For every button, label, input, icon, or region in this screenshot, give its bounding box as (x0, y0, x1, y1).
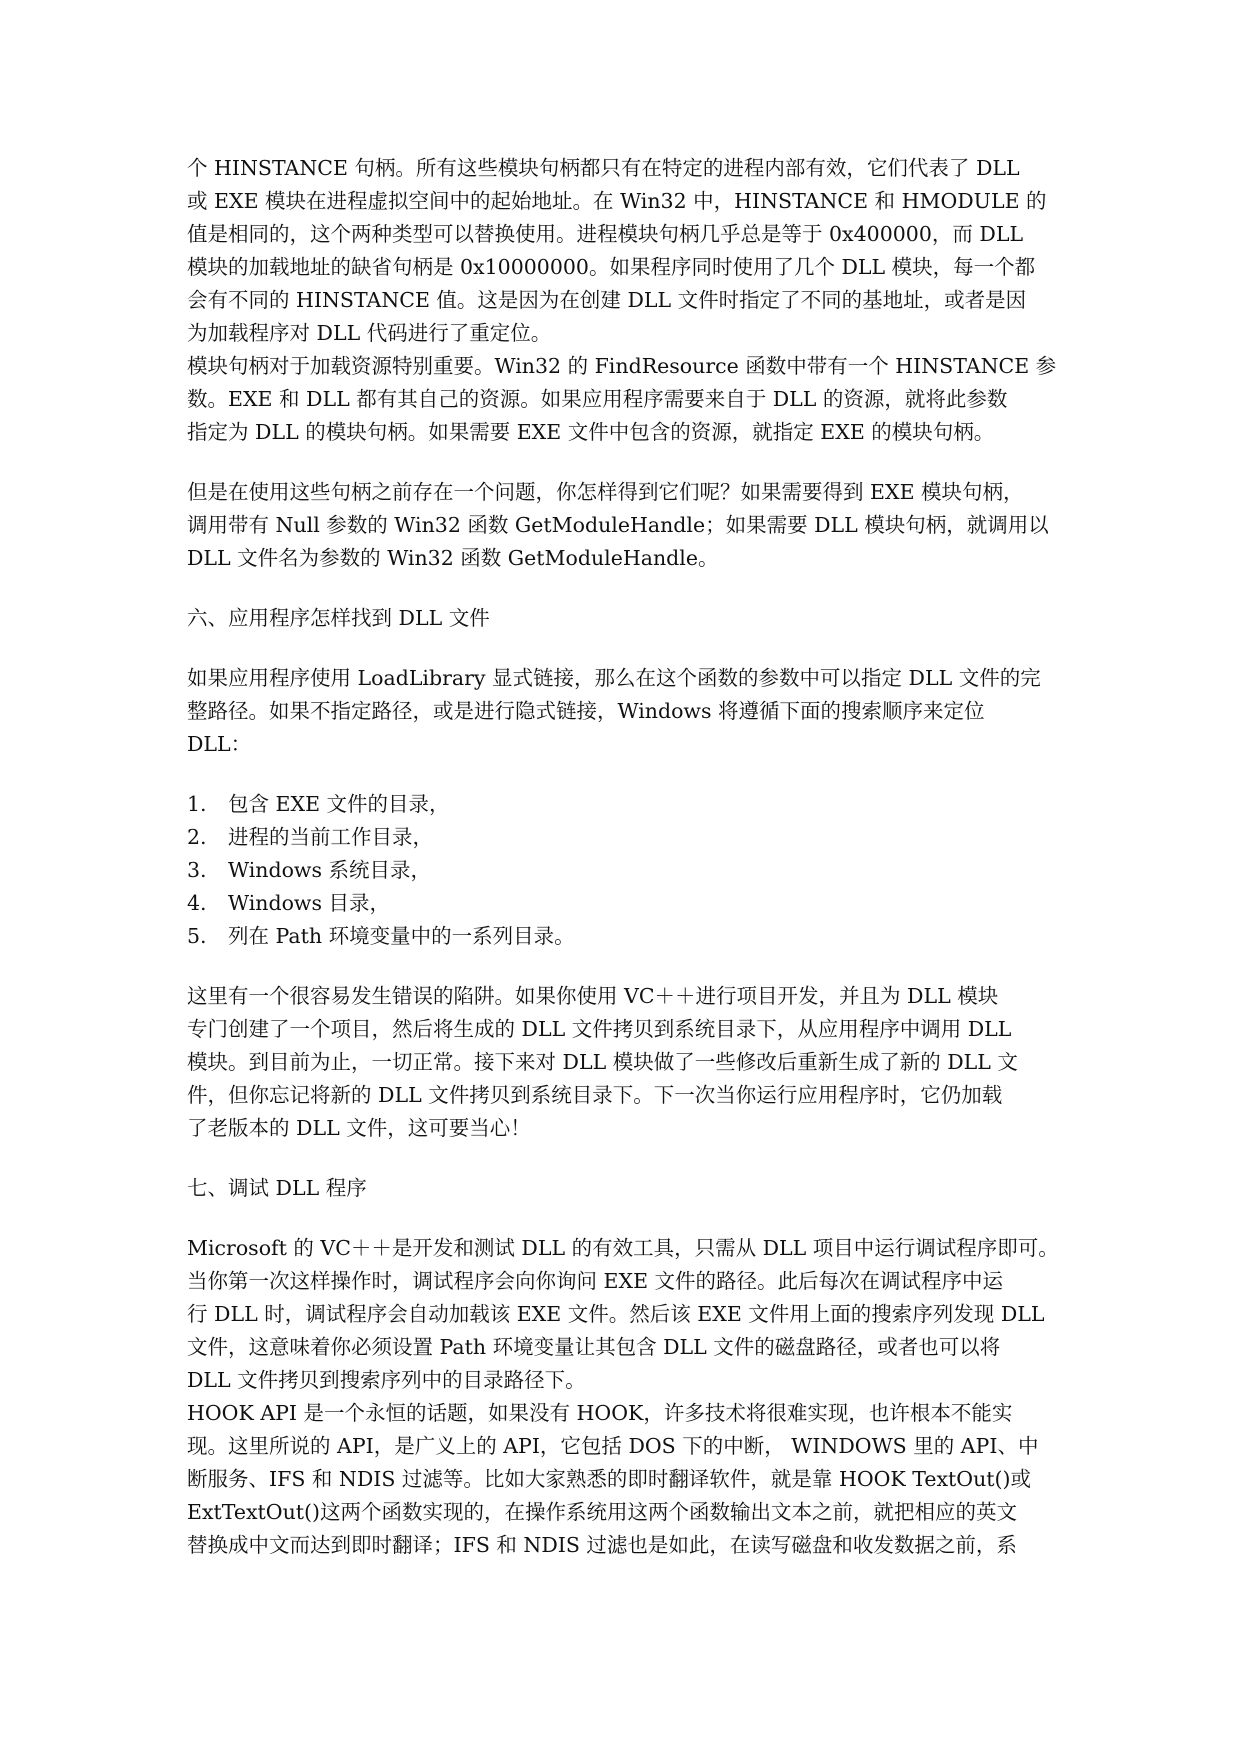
text-line: 模块。到目前为止，一切正常。接下来对 DLL 模块做了一些修改后重新生成了新的 DLL 文 (187, 1050, 1018, 1074)
text-line: 模块的加载地址的缺省句柄是 0x10000000。如果程序同时使用了几个 DLL 模块，每一个都 (187, 255, 1036, 279)
text-line: Microsoft 的 VC＋＋是开发和测试 DLL 的有效工具，只需从 DLL 项目中运行调试程序即可。 (187, 1236, 1059, 1260)
section-heading-7: 七、调试 DLL 程序 (187, 1176, 367, 1200)
section-heading-6: 六、应用程序怎样找到 DLL 文件 (187, 606, 490, 630)
list-number: 3. (187, 858, 207, 882)
paragraph-gap (187, 1145, 1055, 1172)
list-text: 进程的当前工作目录， (228, 825, 433, 849)
text-line: 替换成中文而达到即时翻译；IFS 和 NDIS 过滤也是如此，在读写磁盘和收发数据之前，系 (187, 1533, 1017, 1557)
paragraph-gap (187, 953, 1055, 980)
text-line: 但是在使用这些句柄之前存在一个问题，你怎样得到它们呢？如果需要得到 EXE 模块句柄， (187, 480, 1024, 504)
text-line: 行 DLL 时，调试程序会自动加载该 EXE 文件。然后该 EXE 文件用上面的搜索序列发现 DLL (187, 1302, 1045, 1326)
text-line: 为加载程序对 DLL 代码进行了重定位。 (187, 321, 552, 345)
paragraph-hook-api (187, 1397, 1055, 1562)
text-line: 调用带有 Null 参数的 Win32 函数 GetModuleHandle；如果需要 DLL 模块句柄，就调用以 (187, 513, 1049, 537)
paragraph-gap (187, 761, 1055, 788)
list-number: 4. (187, 891, 207, 915)
paragraph-gap (187, 575, 1055, 602)
list-item (187, 887, 1055, 920)
text-line: 或 EXE 模块在进程虚拟空间中的起始地址。在 Win32 中，HINSTANCE 和 HMODULE 的 (187, 189, 1047, 213)
paragraph-gap (187, 635, 1055, 662)
list-text: Windows 系统目录， (228, 858, 432, 882)
text-line: DLL： (187, 732, 252, 756)
text-line: 这里有一个很容易发生错误的陷阱。如果你使用 VC＋＋进行项目开发，并且为 DLL 模块 (187, 984, 999, 1008)
list-item (187, 821, 1055, 854)
list-item (187, 788, 1055, 821)
text-line: DLL 文件名为参数的 Win32 函数 GetModuleHandle。 (187, 546, 719, 570)
document-page (187, 152, 1059, 1562)
list-item (187, 920, 1055, 953)
list-text: Windows 目录， (228, 891, 391, 915)
list-text: 包含 EXE 文件的目录， (228, 792, 450, 816)
text-line: 现。这里所说的 API，是广义上的 API，它包括 DOS 下的中断， WINDOWS 里的 API、中 (187, 1434, 1039, 1458)
text-line: 会有不同的 HINSTANCE 值。这是因为在创建 DLL 文件时指定了不同的基地址，或者是因 (187, 288, 1027, 312)
text-line: 专门创建了一个项目，然后将生成的 DLL 文件拷贝到系统目录下，从应用程序中调用 DLL (187, 1017, 1012, 1041)
paragraph-gap (187, 449, 1055, 476)
text-line: 数。EXE 和 DLL 都有其自己的资源。如果应用程序需要来自于 DLL 的资源，就将此参数 (187, 387, 1008, 411)
search-order-list (187, 788, 1055, 953)
list-number: 2. (187, 825, 207, 849)
text-line: ExtTextOut()这两个函数实现的，在操作系统用这两个函数输出文本之前，就把相应的英文 (187, 1500, 1018, 1524)
paragraph-hinstance (187, 152, 1055, 350)
list-item (187, 854, 1055, 887)
text-line: DLL 文件拷贝到搜索序列中的目录路径下。 (187, 1368, 586, 1392)
text-line: HOOK API 是一个永恒的话题，如果没有 HOOK，许多技术将很难实现，也许根本不能实 (187, 1401, 1013, 1425)
text-line: 当你第一次这样操作时，调试程序会向你询问 EXE 文件的路径。此后每次在调试程序中运 (187, 1269, 1004, 1293)
text-line: 件，但你忘记将新的 DLL 文件拷贝到系统目录下。下一次当你运行应用程序时，它仍加载 (187, 1083, 1003, 1107)
paragraph-module-handle (187, 350, 1055, 449)
paragraph-gap (187, 1205, 1055, 1232)
text-line: 模块句柄对于加载资源特别重要。Win32 的 FindResource 函数中带有一个 HINSTANCE 参 (187, 354, 1057, 378)
paragraph-pitfall (187, 980, 1055, 1145)
text-line: 个 HINSTANCE 句柄。所有这些模块句柄都只有在特定的进程内部有效，它们代表了 DLL (187, 156, 1020, 180)
list-number: 1. (187, 792, 207, 816)
text-line: 指定为 DLL 的模块句柄。如果需要 EXE 文件中包含的资源，就指定 EXE 的模块句柄。 (187, 420, 995, 444)
text-line: 如果应用程序使用 LoadLibrary 显式链接，那么在这个函数的参数中可以指定 DLL 文件的完 (187, 666, 1041, 690)
paragraph-get-module-handle (187, 476, 1055, 575)
paragraph-search-order (187, 662, 1055, 761)
list-text: 列在 Path 环境变量中的一系列目录。 (228, 924, 575, 948)
text-line: 断服务、IFS 和 NDIS 过滤等。比如大家熟悉的即时翻译软件，就是靠 HOOK TextOut()或 (187, 1467, 1032, 1491)
text-line: 了老版本的 DLL 文件，这可要当心！ (187, 1116, 531, 1140)
list-number: 5. (187, 924, 207, 948)
text-line: 文件，这意味着你必须设置 Path 环境变量让其包含 DLL 文件的磁盘路径，或者也可以将 (187, 1335, 1001, 1359)
text-line: 整路径。如果不指定路径，或是进行隐式链接，Windows 将遵循下面的搜索顺序来定位 (187, 699, 985, 723)
paragraph-debug (187, 1232, 1059, 1397)
text-line: 值是相同的，这个两种类型可以替换使用。进程模块句柄几乎总是等于 0x400000，而 DLL (187, 222, 1024, 246)
